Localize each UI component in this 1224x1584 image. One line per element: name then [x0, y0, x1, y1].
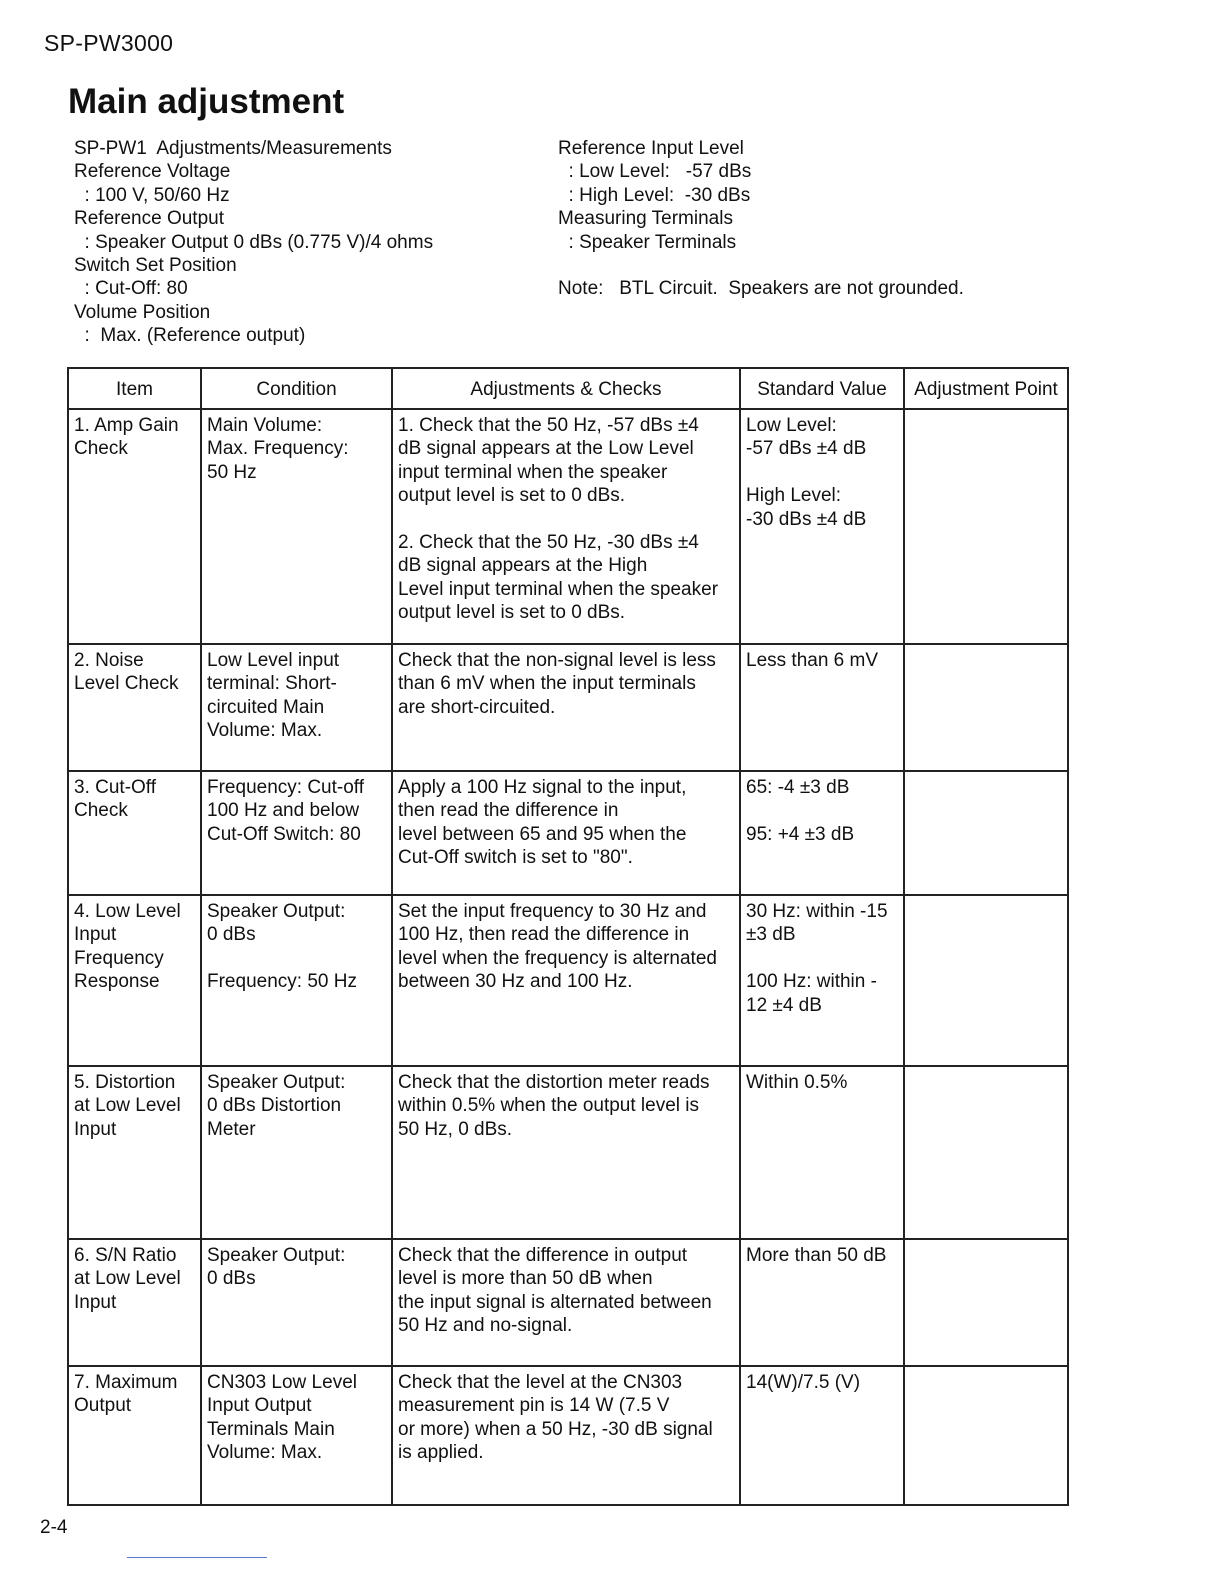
cell-condition: Frequency: Cut-off 100 Hz and below Cut-Off Switch: 80 [201, 771, 392, 895]
cell-standard: 14(W)/7.5 (V) [740, 1366, 904, 1505]
spec-line: : Max. (Reference output) [74, 325, 306, 347]
spec-line: Switch Set Position [74, 255, 237, 277]
cell-condition: Speaker Output: 0 dBs [201, 1239, 392, 1366]
cell-standard: Less than 6 mV [740, 644, 904, 771]
header-adjustment-point: Adjustment Point [904, 368, 1068, 409]
cell-item: 2. Noise Level Check [68, 644, 201, 771]
spec-line: : Speaker Terminals [558, 231, 737, 253]
spec-line: : Low Level: -57 dBs [558, 161, 752, 183]
cell-point [904, 771, 1068, 895]
table-row [68, 895, 1068, 1066]
spec-line: Volume Position [74, 301, 211, 323]
cell-point [904, 644, 1068, 771]
note-line: Note: BTL Circuit. Speakers are not grounded. [558, 278, 964, 300]
page-title: Main adjustment [68, 82, 345, 121]
spec-line: : High Level: -30 dBs [558, 184, 751, 206]
cell-point [904, 1239, 1068, 1366]
spec-line: : Speaker Output 0 dBs (0.775 V)/4 ohms [74, 231, 434, 253]
header-item: Item [68, 368, 201, 409]
page-number: 2-4 [40, 1517, 68, 1538]
cell-point [904, 895, 1068, 1066]
spec-line: SP-PW1 Adjustments/Measurements [74, 138, 392, 159]
table-row [68, 1366, 1068, 1505]
cell-checks: Check that the difference in output level is more than 50 dB when the input signal is alternated between 50 Hz and no-signal. [392, 1239, 740, 1366]
cell-standard: Within 0.5% [740, 1066, 904, 1239]
table-row [68, 1239, 1068, 1366]
cell-condition: Main Volume: Max. Frequency: 50 Hz [201, 409, 392, 644]
cell-item: 4. Low Level Input Frequency Response [68, 895, 201, 1066]
cell-standard: More than 50 dB [740, 1239, 904, 1366]
cell-standard: 30 Hz: within -15 ±3 dB 100 Hz: within - 12 ±4 dB [740, 895, 904, 1066]
cell-checks: Check that the non-signal level is less than 6 mV when the input terminals are short-circuited. [392, 644, 740, 771]
reference-specs-right [558, 137, 964, 301]
spec-line: : Cut-Off: 80 [74, 278, 188, 300]
cell-point [904, 409, 1068, 644]
cell-item: 3. Cut-Off Check [68, 771, 201, 895]
table-row [68, 1066, 1068, 1239]
spec-spacer [558, 254, 964, 277]
cell-checks: Check that the distortion meter reads within 0.5% when the output level is 50 Hz, 0 dBs. [392, 1066, 740, 1239]
cell-checks: Set the input frequency to 30 Hz and 100 Hz, then read the difference in level when the frequency is alternated between 30 Hz and 100 Hz. [392, 895, 740, 1066]
cell-condition: Speaker Output: 0 dBs Frequency: 50 Hz [201, 895, 392, 1066]
model-number: SP-PW3000 [44, 30, 174, 56]
spec-line: Reference Voltage [74, 161, 231, 183]
cell-checks: 1. Check that the 50 Hz, -57 dBs ±4 dB signal appears at the Low Level input terminal when the speaker output level is set to 0 dBs. 2. Check that the 50 Hz, -30 dBs ±4 dB signal appears at the High Level input terminal when the speaker output level is set to 0 dBs. [392, 409, 740, 644]
cell-standard: 65: -4 ±3 dB 95: +4 ±3 dB [740, 771, 904, 895]
cell-item: 5. Distortion at Low Level Input [68, 1066, 201, 1239]
table-row [68, 409, 1068, 644]
header-adjustments-checks: Adjustments & Checks [392, 368, 740, 409]
cell-condition: Low Level input terminal: Short- circuited Main Volume: Max. [201, 644, 392, 771]
cell-item: 1. Amp Gain Check [68, 409, 201, 644]
table-row [68, 644, 1068, 771]
cell-standard: Low Level: -57 dBs ±4 dB High Level: -30 dBs ±4 dB [740, 409, 904, 644]
table-header-row [68, 368, 1068, 409]
spec-line: : 100 V, 50/60 Hz [74, 184, 230, 206]
spec-line: Reference Output [74, 208, 224, 230]
reference-specs-left [74, 137, 433, 348]
header-condition: Condition [201, 368, 392, 409]
cell-checks: Check that the level at the CN303 measurement pin is 14 W (7.5 V or more) when a 50 Hz, -30 dB signal is applied. [392, 1366, 740, 1505]
adjustment-table [67, 367, 1069, 1506]
spec-line: Measuring Terminals [558, 208, 733, 230]
cell-condition: Speaker Output: 0 dBs Distortion Meter [201, 1066, 392, 1239]
cell-point [904, 1066, 1068, 1239]
cell-point [904, 1366, 1068, 1505]
cell-checks: Apply a 100 Hz signal to the input, then read the difference in level between 65 and 95 when the Cut-Off switch is set to "80". [392, 771, 740, 895]
decorative-rule [127, 1557, 267, 1558]
header-standard-value: Standard Value [740, 368, 904, 409]
spec-line: Reference Input Level [558, 138, 744, 159]
table-row [68, 771, 1068, 895]
cell-item: 6. S/N Ratio at Low Level Input [68, 1239, 201, 1366]
cell-item: 7. Maximum Output [68, 1366, 201, 1505]
cell-condition: CN303 Low Level Input Output Terminals Main Volume: Max. [201, 1366, 392, 1505]
